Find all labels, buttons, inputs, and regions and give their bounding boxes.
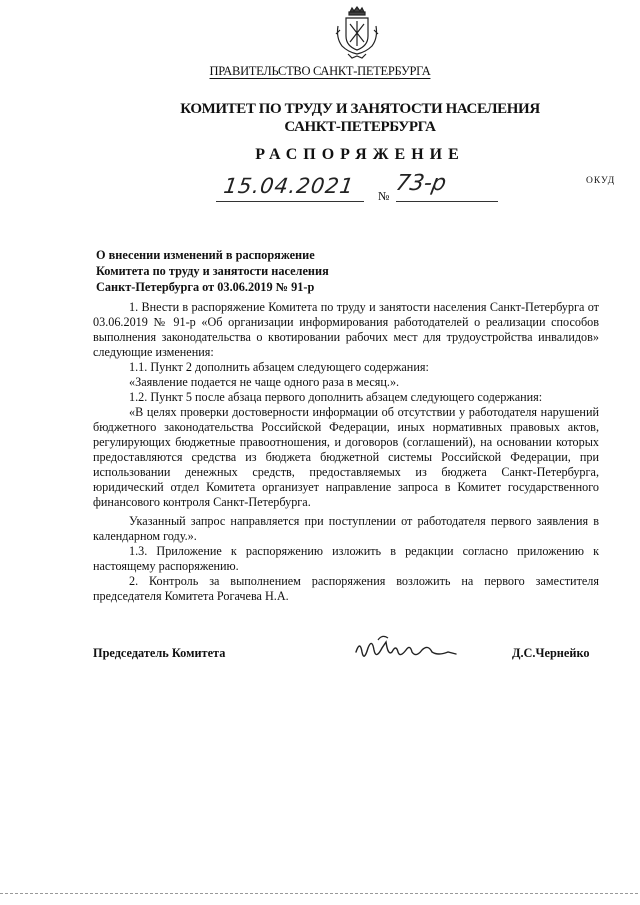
subject-line-2: Комитета по труду и занятости населения bbox=[96, 264, 329, 278]
paragraph-1-2-text-cont: Указанный запрос направляется при поступлении от работодателя первого заявления в календарном году.». bbox=[93, 514, 599, 543]
committee-name bbox=[0, 100, 640, 136]
paragraph-1: 1. Внести в распоряжение Комитета по труду и занятости населения Санкт-Петербурга от 03.06.2019 № 91-р «Об организации информирования работодателей о реализации способов выполнения законодательства о квотировании рабочих мест для трудоустройства инвалидов» следующие изменения: bbox=[93, 300, 599, 359]
subject-line-3: Санкт-Петербурга от 03.06.2019 № 91-р bbox=[96, 280, 315, 294]
government-title: ПРАВИТЕЛЬСТВО САНКТ-ПЕТЕРБУРГА bbox=[209, 64, 431, 78]
paragraph-1-3: 1.3. Приложение к распоряжению изложить в редакции согласно приложению к настоящему распоряжению. bbox=[93, 544, 599, 573]
coat-of-arms-icon bbox=[334, 6, 380, 60]
subject-line-1: О внесении изменений в распоряжение bbox=[96, 248, 315, 262]
committee-line-1: КОМИТЕТ ПО ТРУДУ И ЗАНЯТОСТИ НАСЕЛЕНИЯ bbox=[180, 101, 540, 117]
paragraph-1-1-text: «Заявление подается не чаще одного раза в месяц.». bbox=[129, 375, 400, 389]
paragraph-1-1: 1.1. Пункт 2 дополнить абзацем следующего содержания: bbox=[129, 360, 429, 374]
paragraph-1-2-text: «В целях проверки достоверности информации об отсутствии у работодателя нарушений бюджетного законодательства Российской Федерации, иных нормативных правовых актов, регулирующих бюджетные правоотношения, и договоров (соглашений), на основании которых предоставляются средства из бюджета бюджетной системы Российской Федерации, при использовании денежных средств, предоставляемых из бюджета Санкт-Петербурга, юридический отдел Комитета организует направление запроса в Комитет государственного финансового контроля Санкт-Петербурга. bbox=[93, 405, 599, 509]
signer-name: Д.С.Чернейко bbox=[512, 646, 590, 660]
signer-position: Председатель Комитета bbox=[93, 646, 226, 660]
paragraph-2: 2. Контроль за выполнением распоряжения возложить на первого заместителя председателя Комитета Рогачева Н.А. bbox=[93, 574, 599, 603]
document-type: РАСПОРЯЖЕНИЕ bbox=[255, 146, 465, 163]
committee-line-2: САНКТ-ПЕТЕРБУРГА bbox=[284, 119, 436, 135]
number-underline bbox=[396, 201, 498, 202]
document-number: 73-р bbox=[393, 171, 449, 196]
date-underline bbox=[216, 201, 364, 202]
footer-scan-line bbox=[0, 893, 640, 894]
document-date: 15.04.2021 bbox=[222, 174, 356, 198]
paragraph-1-2: 1.2. Пункт 5 после абзаца первого дополнить абзацем следующего содержания: bbox=[129, 390, 543, 404]
document-body bbox=[93, 300, 599, 604]
okud-label: ОКУД bbox=[586, 176, 616, 186]
number-sign: № bbox=[378, 189, 390, 203]
document-subject bbox=[96, 247, 329, 295]
government-name bbox=[0, 64, 640, 79]
handwritten-signature bbox=[352, 630, 462, 670]
